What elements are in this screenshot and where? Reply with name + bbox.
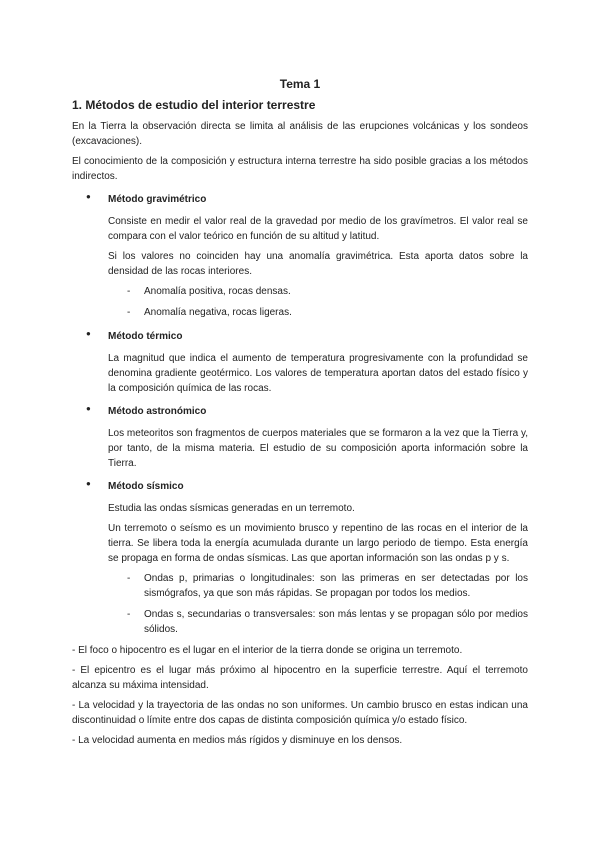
method-title: Método astronómico — [108, 406, 207, 417]
sub-list-item-text: Ondas p, primarias o longitudinales: son las primeras en ser detectadas por los sismógrafos, ya que son más rápidas. Se propagan por todos los medios. — [144, 573, 528, 599]
page-title: Tema 1 — [279, 77, 321, 91]
method-block-seismic — [72, 476, 528, 637]
bullet-icon: ● — [86, 479, 91, 488]
bullet-icon: ● — [86, 329, 91, 338]
method-heading — [72, 189, 528, 207]
method-heading — [72, 326, 528, 344]
document-page — [72, 76, 528, 753]
method-paragraph: Si los valores no coinciden hay una anomalía gravimétrica. Esta aporta datos sobre la densidad de las rocas interiores. — [108, 251, 528, 277]
method-title: Método sísmico — [108, 481, 184, 492]
sub-list-item — [72, 571, 528, 601]
sub-list-item-text: Anomalía positiva, rocas densas. — [144, 286, 291, 297]
note-paragraph: - La velocidad y la trayectoria de las ondas no son uniformes. Un cambio brusco en estas indican una discontinuidad o límite entre dos capas de distinta composición química y/o estado físico. — [72, 700, 528, 726]
bullet-icon: ● — [86, 404, 91, 413]
sub-list-item — [72, 305, 528, 320]
note-paragraph: - El epicentro es el lugar más próximo al hipocentro en la superficie terrestre. Aquí el terremoto alcanza su máxima intensidad. — [72, 665, 528, 691]
note-paragraph: - La velocidad aumenta en medios más rígidos y disminuye en los densos. — [72, 735, 403, 746]
sub-list-item-text: Anomalía negativa, rocas ligeras. — [144, 307, 292, 318]
sub-list-item — [72, 607, 528, 637]
dash-marker: - — [127, 307, 131, 318]
intro-paragraph: En la Tierra la observación directa se limita al análisis de las erupciones volcánicas y los sondeos (excavaciones). — [72, 121, 528, 147]
method-heading — [72, 476, 528, 494]
method-title: Método térmico — [108, 331, 183, 342]
dash-marker: - — [127, 286, 131, 297]
sub-list-item-text: Ondas s, secundarias o transversales: son más lentas y se propagan sólo por medios sólidos. — [144, 609, 528, 635]
dash-marker: - — [127, 573, 131, 584]
method-block-gravimetric — [72, 189, 528, 320]
method-title: Método gravimétrico — [108, 194, 207, 205]
method-block-thermal — [72, 326, 528, 396]
intro-paragraph: El conocimiento de la composición y estructura interna terrestre ha sido posible gracias a los métodos indirectos. — [72, 156, 528, 182]
bullet-icon: ● — [86, 192, 91, 201]
note-paragraph: - El foco o hipocentro es el lugar en el interior de la tierra donde se origina un terremoto. — [72, 645, 463, 656]
method-paragraph: Consiste en medir el valor real de la gravedad por medio de los gravímetros. El valor real se compara con el valor teórico en función de su altitud y latitud. — [108, 216, 528, 242]
method-paragraph: La magnitud que indica el aumento de temperatura progresivamente con la profundidad se denomina gradiente geotérmico. Los valores de temperatura aportan datos del estado físico y la composición química de las rocas. — [108, 353, 528, 394]
dash-marker: - — [127, 609, 131, 620]
method-paragraph: Un terremoto o seísmo es un movimiento brusco y repentino de las rocas en el interior de la tierra. Se libera toda la energía acumulada durante un largo periodo de tiempo. Esta energía se propaga en forma de ondas sísmicas. Las que aportan información son las ondas p y s. — [108, 523, 528, 564]
method-paragraph: Los meteoritos son fragmentos de cuerpos materiales que se formaron a la vez que la Tierra y, por tanto, de la misma materia. El estudio de su composición aporta información sobre la Tierra. — [108, 428, 528, 469]
section-heading: 1. Métodos de estudio del interior terrestre — [72, 98, 316, 112]
method-heading — [72, 401, 528, 419]
method-paragraph: Estudia las ondas sísmicas generadas en un terremoto. — [108, 503, 355, 514]
sub-list-item — [72, 284, 528, 299]
method-block-astronomic — [72, 401, 528, 471]
